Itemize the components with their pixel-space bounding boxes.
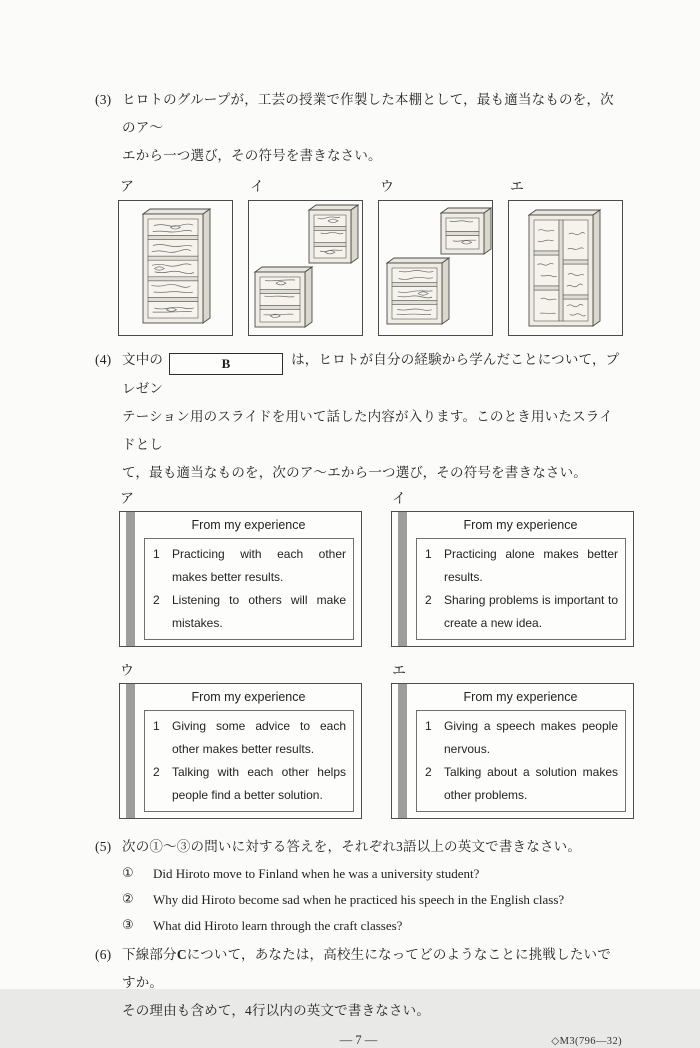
circled-number: ② bbox=[122, 892, 134, 907]
item-number: 1 bbox=[425, 719, 432, 733]
item-text: Practicing with each other makes better results. bbox=[172, 547, 346, 584]
item-number: 2 bbox=[153, 765, 160, 779]
slide-body bbox=[144, 538, 354, 640]
underline-c-label: C bbox=[176, 947, 187, 962]
item-text: Giving some advice to each other makes better results. bbox=[172, 719, 346, 756]
bookshelf-option bbox=[508, 176, 623, 336]
option-label: イ bbox=[250, 180, 264, 195]
question-5 bbox=[95, 833, 622, 939]
question-3-line1 bbox=[95, 86, 622, 142]
question-4-line2: テーション用のスライドを用いて話した内容が入ります。このとき用いたスライドとし bbox=[122, 409, 613, 452]
question-4-text bbox=[122, 346, 622, 403]
subitem-text: Why did Hiroto become sad when he practiced his speech in the English class? bbox=[153, 892, 565, 907]
bookshelf-option-box bbox=[508, 200, 623, 336]
item-text: Giving a speech makes people nervous. bbox=[444, 719, 618, 756]
slide-title: From my experience bbox=[191, 690, 306, 704]
item-number: 1 bbox=[425, 547, 432, 561]
slide-item bbox=[422, 715, 618, 761]
question-4-line3: て，最も適当なものを，次のア～エから一つ選び，その符号を書きなさい。 bbox=[122, 465, 587, 480]
slide-accent-bar bbox=[398, 684, 407, 818]
slide-item bbox=[150, 761, 346, 807]
question-4-text-post: は，ヒロトが自分の経験から学んだことについて，プレゼン bbox=[122, 352, 620, 396]
slide-title: From my experience bbox=[463, 518, 578, 532]
option-label: ア bbox=[120, 180, 134, 195]
item-text: Listening to others will make mistakes. bbox=[172, 593, 346, 630]
presentation-slide bbox=[119, 511, 362, 647]
slide-option bbox=[391, 661, 634, 819]
slide-item bbox=[422, 761, 618, 807]
slide-option-label: ア bbox=[120, 492, 134, 507]
presentation-slide bbox=[391, 511, 634, 647]
question-5-number: (5) bbox=[95, 839, 112, 854]
bookshelf-illustration bbox=[119, 201, 232, 335]
question-5-subitem bbox=[122, 913, 622, 939]
item-number: 2 bbox=[153, 593, 160, 607]
document-code: ◇M3(796—32) bbox=[551, 1036, 622, 1047]
page-number: — 7 — bbox=[339, 1033, 378, 1047]
item-number: 1 bbox=[153, 719, 160, 733]
slide-item bbox=[150, 715, 346, 761]
option-label: ウ bbox=[380, 180, 394, 195]
slide-body bbox=[416, 538, 626, 640]
question-5-text: 次の①～③の問いに対する答えを，それぞれ3語以上の英文で書きなさい。 bbox=[122, 839, 582, 854]
question-6-text bbox=[122, 941, 622, 997]
question-5-items bbox=[95, 861, 622, 939]
slide-title: From my experience bbox=[191, 518, 306, 532]
slide-option bbox=[119, 489, 362, 647]
bookshelf-options-row bbox=[118, 176, 623, 336]
question-4-line1 bbox=[95, 346, 622, 403]
bookshelf-option bbox=[378, 176, 493, 336]
subitem-text: Did Hiroto move to Finland when he was a university student? bbox=[153, 866, 480, 881]
slide-body bbox=[144, 710, 354, 812]
question-6 bbox=[95, 941, 622, 1025]
presentation-slide bbox=[391, 683, 634, 819]
slide-accent-bar bbox=[126, 684, 135, 818]
question-6-line2: その理由も含めて，4行以内の英文で書きなさい。 bbox=[122, 1003, 431, 1018]
slide-item bbox=[422, 543, 618, 589]
slide-item bbox=[150, 543, 346, 589]
slide-accent-bar bbox=[126, 512, 135, 646]
circled-number: ③ bbox=[122, 918, 134, 933]
bookshelf-option bbox=[118, 176, 233, 336]
question-4-text-pre: 文中の bbox=[122, 352, 164, 367]
question-6-text-post: について，あなたは，高校生になってどのようなことに挑戦したいですか。 bbox=[122, 947, 611, 990]
item-text: Talking about a solution makes other problems. bbox=[444, 765, 618, 802]
slide-item bbox=[422, 589, 618, 635]
bookshelf-illustration bbox=[509, 201, 622, 335]
slide-option bbox=[119, 661, 362, 819]
question-5-heading bbox=[95, 833, 622, 861]
item-number: 2 bbox=[425, 593, 432, 607]
blank-box-b: B bbox=[169, 353, 283, 375]
question-6-number: (6) bbox=[95, 947, 112, 962]
question-6-text-pre: 下線部分 bbox=[122, 947, 177, 962]
slide-option bbox=[391, 489, 634, 647]
question-4 bbox=[95, 346, 622, 819]
bookshelf-illustration bbox=[379, 201, 492, 335]
slide-option-label: ウ bbox=[120, 664, 134, 679]
circled-number: ① bbox=[122, 866, 134, 881]
item-number: 1 bbox=[153, 547, 160, 561]
question-3-line2: エから一つ選び，その符号を書きなさい。 bbox=[122, 148, 382, 163]
page-footer bbox=[95, 1033, 622, 1048]
question-3 bbox=[95, 86, 622, 336]
item-text: Sharing problems is important to create a new idea. bbox=[444, 593, 618, 630]
slide-body bbox=[416, 710, 626, 812]
presentation-slide bbox=[119, 683, 362, 819]
slide-options-grid bbox=[119, 489, 634, 819]
item-text: Talking with each other helps people find a better solution. bbox=[172, 765, 346, 802]
question-3-number: (3) bbox=[95, 92, 112, 107]
question-6-line1 bbox=[95, 941, 622, 997]
item-text: Practicing alone makes better results. bbox=[444, 547, 618, 584]
bookshelf-option-box bbox=[248, 200, 363, 336]
question-3-text: ヒロトのグループが，工芸の授業で作製した本棚として，最も適当なものを，次のア～ bbox=[122, 92, 614, 135]
option-label: エ bbox=[510, 180, 524, 195]
slide-title: From my experience bbox=[463, 690, 578, 704]
bookshelf-illustration bbox=[249, 201, 362, 335]
slide-option-label: イ bbox=[392, 492, 406, 507]
slide-accent-bar bbox=[398, 512, 407, 646]
bookshelf-option-box bbox=[378, 200, 493, 336]
bookshelf-option-box bbox=[118, 200, 233, 336]
question-5-subitem bbox=[122, 887, 622, 913]
slide-item bbox=[150, 589, 346, 635]
bookshelf-option bbox=[248, 176, 363, 336]
question-4-number: (4) bbox=[95, 352, 112, 367]
item-number: 2 bbox=[425, 765, 432, 779]
question-5-subitem bbox=[122, 861, 622, 887]
slide-option-label: エ bbox=[392, 664, 406, 679]
subitem-text: What did Hiroto learn through the craft classes? bbox=[153, 918, 403, 933]
